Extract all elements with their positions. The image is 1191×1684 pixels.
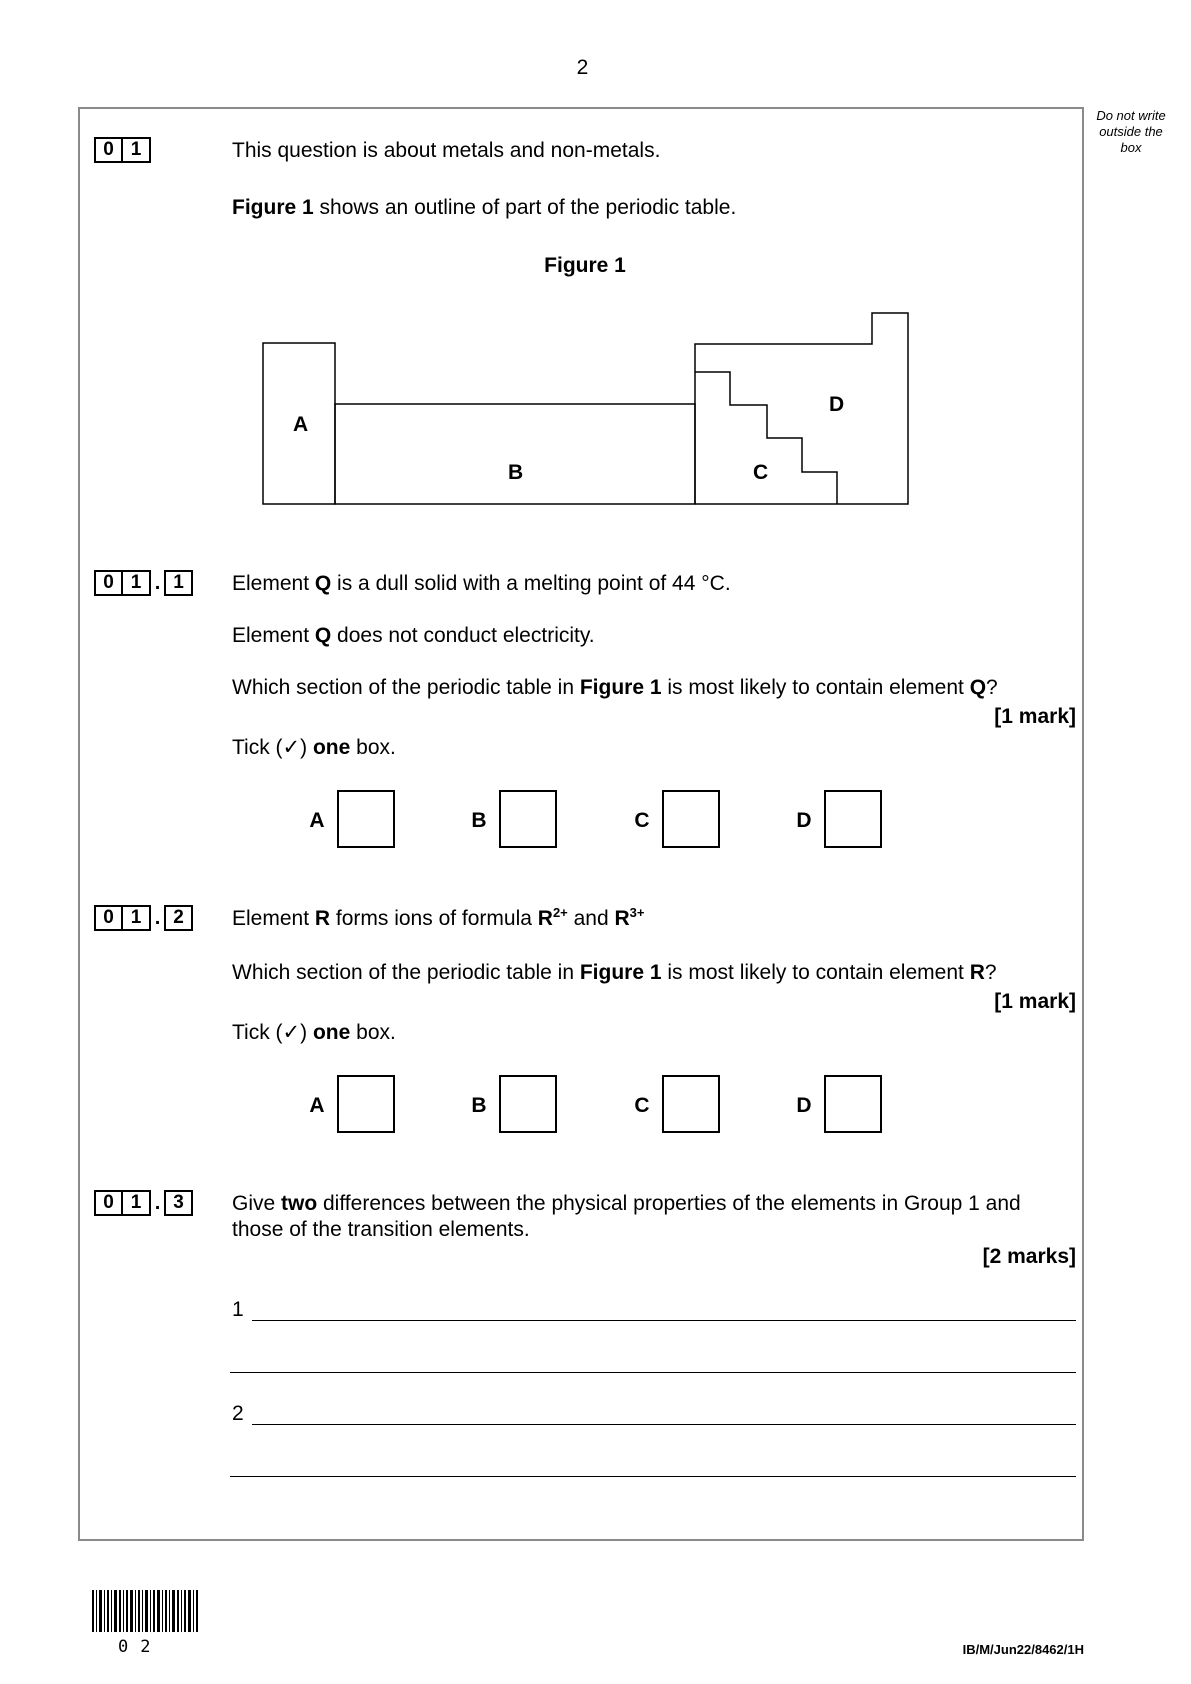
answer-2-continuation-line[interactable] [230, 1476, 1076, 1477]
q01-1-option-b-label: B [471, 809, 487, 832]
q01-2-line1: Element R forms ions of formula $R^{2+}$ and $R^{3+}$ [232, 905, 645, 930]
q01-1-option-d-label: D [796, 809, 812, 832]
q01-2-tickbox-b[interactable] [499, 1075, 557, 1133]
section-c-label: C [753, 461, 769, 484]
section-b-outline [335, 404, 695, 504]
question-number-01-3: 0 1 . 3 [94, 1190, 193, 1216]
question-number-01-2: 0 1 . 2 [94, 905, 193, 931]
q01-3-line2: those of the transition elements. [232, 1218, 530, 1241]
question-number-01: 0 1 [94, 137, 151, 163]
answer-1-continuation-line[interactable] [230, 1372, 1076, 1373]
q01-2-option-d-label: D [796, 1094, 812, 1117]
margin-note: Do not write outside the box [1096, 108, 1166, 155]
right-block-outline [695, 313, 908, 504]
section-b-label: B [508, 461, 524, 484]
q01-figure-ref: Figure 1 shows an outline of part of the periodic table. [232, 196, 737, 219]
q01-1-tickbox-a[interactable] [337, 790, 395, 848]
answer-1-line[interactable] [252, 1320, 1076, 1321]
q01-2-tick-instruction: Tick (✓) one box. [232, 1021, 396, 1044]
section-a-label: A [293, 413, 309, 436]
q01-3-line1: Give two differences between the physical properties of the elements in Group 1 and [232, 1192, 1021, 1215]
q01-intro: This question is about metals and non-metals. [232, 139, 661, 162]
q01-1-tickbox-b[interactable] [499, 790, 557, 848]
answer-2-line[interactable] [252, 1424, 1076, 1425]
page-number: 2 [576, 56, 589, 79]
barcode-number: 02 [118, 1637, 163, 1657]
q01-1-tick-instruction: Tick (✓) one box. [232, 736, 396, 759]
q01-2-option-a-label: A [309, 1094, 325, 1117]
barcode [92, 1590, 202, 1632]
q01-3-marks: [2 marks] [982, 1245, 1076, 1268]
q01-2-question: Which section of the periodic table in Figure 1 is most likely to contain element R? [232, 961, 997, 984]
question-number-01-1: 0 1 . 1 [94, 570, 193, 596]
q01-1-line2: Element Q does not conduct electricity. [232, 624, 595, 647]
q01-2-option-b-label: B [471, 1094, 487, 1117]
q01-2-tickbox-d[interactable] [824, 1075, 882, 1133]
paper-reference-code: IB/M/Jun22/8462/1H [962, 1642, 1084, 1657]
figure-title: Figure 1 [544, 254, 626, 277]
q01-1-tickbox-c[interactable] [662, 790, 720, 848]
q01-1-tickbox-d[interactable] [824, 790, 882, 848]
metal-nonmetal-staircase [695, 372, 837, 504]
q01-1-question: Which section of the periodic table in Figure 1 is most likely to contain element Q? [232, 676, 998, 699]
section-d-label: D [829, 393, 845, 416]
q01-1-line1: Element Q is a dull solid with a melting point of 44 °C. [232, 572, 731, 595]
q01-1-option-a-label: A [309, 809, 325, 832]
q01-1-marks: [1 mark] [994, 705, 1076, 728]
q01-2-tickbox-c[interactable] [662, 1075, 720, 1133]
q01-2-option-c-label: C [634, 1094, 650, 1117]
q01-2-marks: [1 mark] [994, 990, 1076, 1013]
answer-1-label: 1 [232, 1298, 244, 1321]
answer-2-label: 2 [232, 1402, 244, 1425]
q01-2-tickbox-a[interactable] [337, 1075, 395, 1133]
q01-1-option-c-label: C [634, 809, 650, 832]
